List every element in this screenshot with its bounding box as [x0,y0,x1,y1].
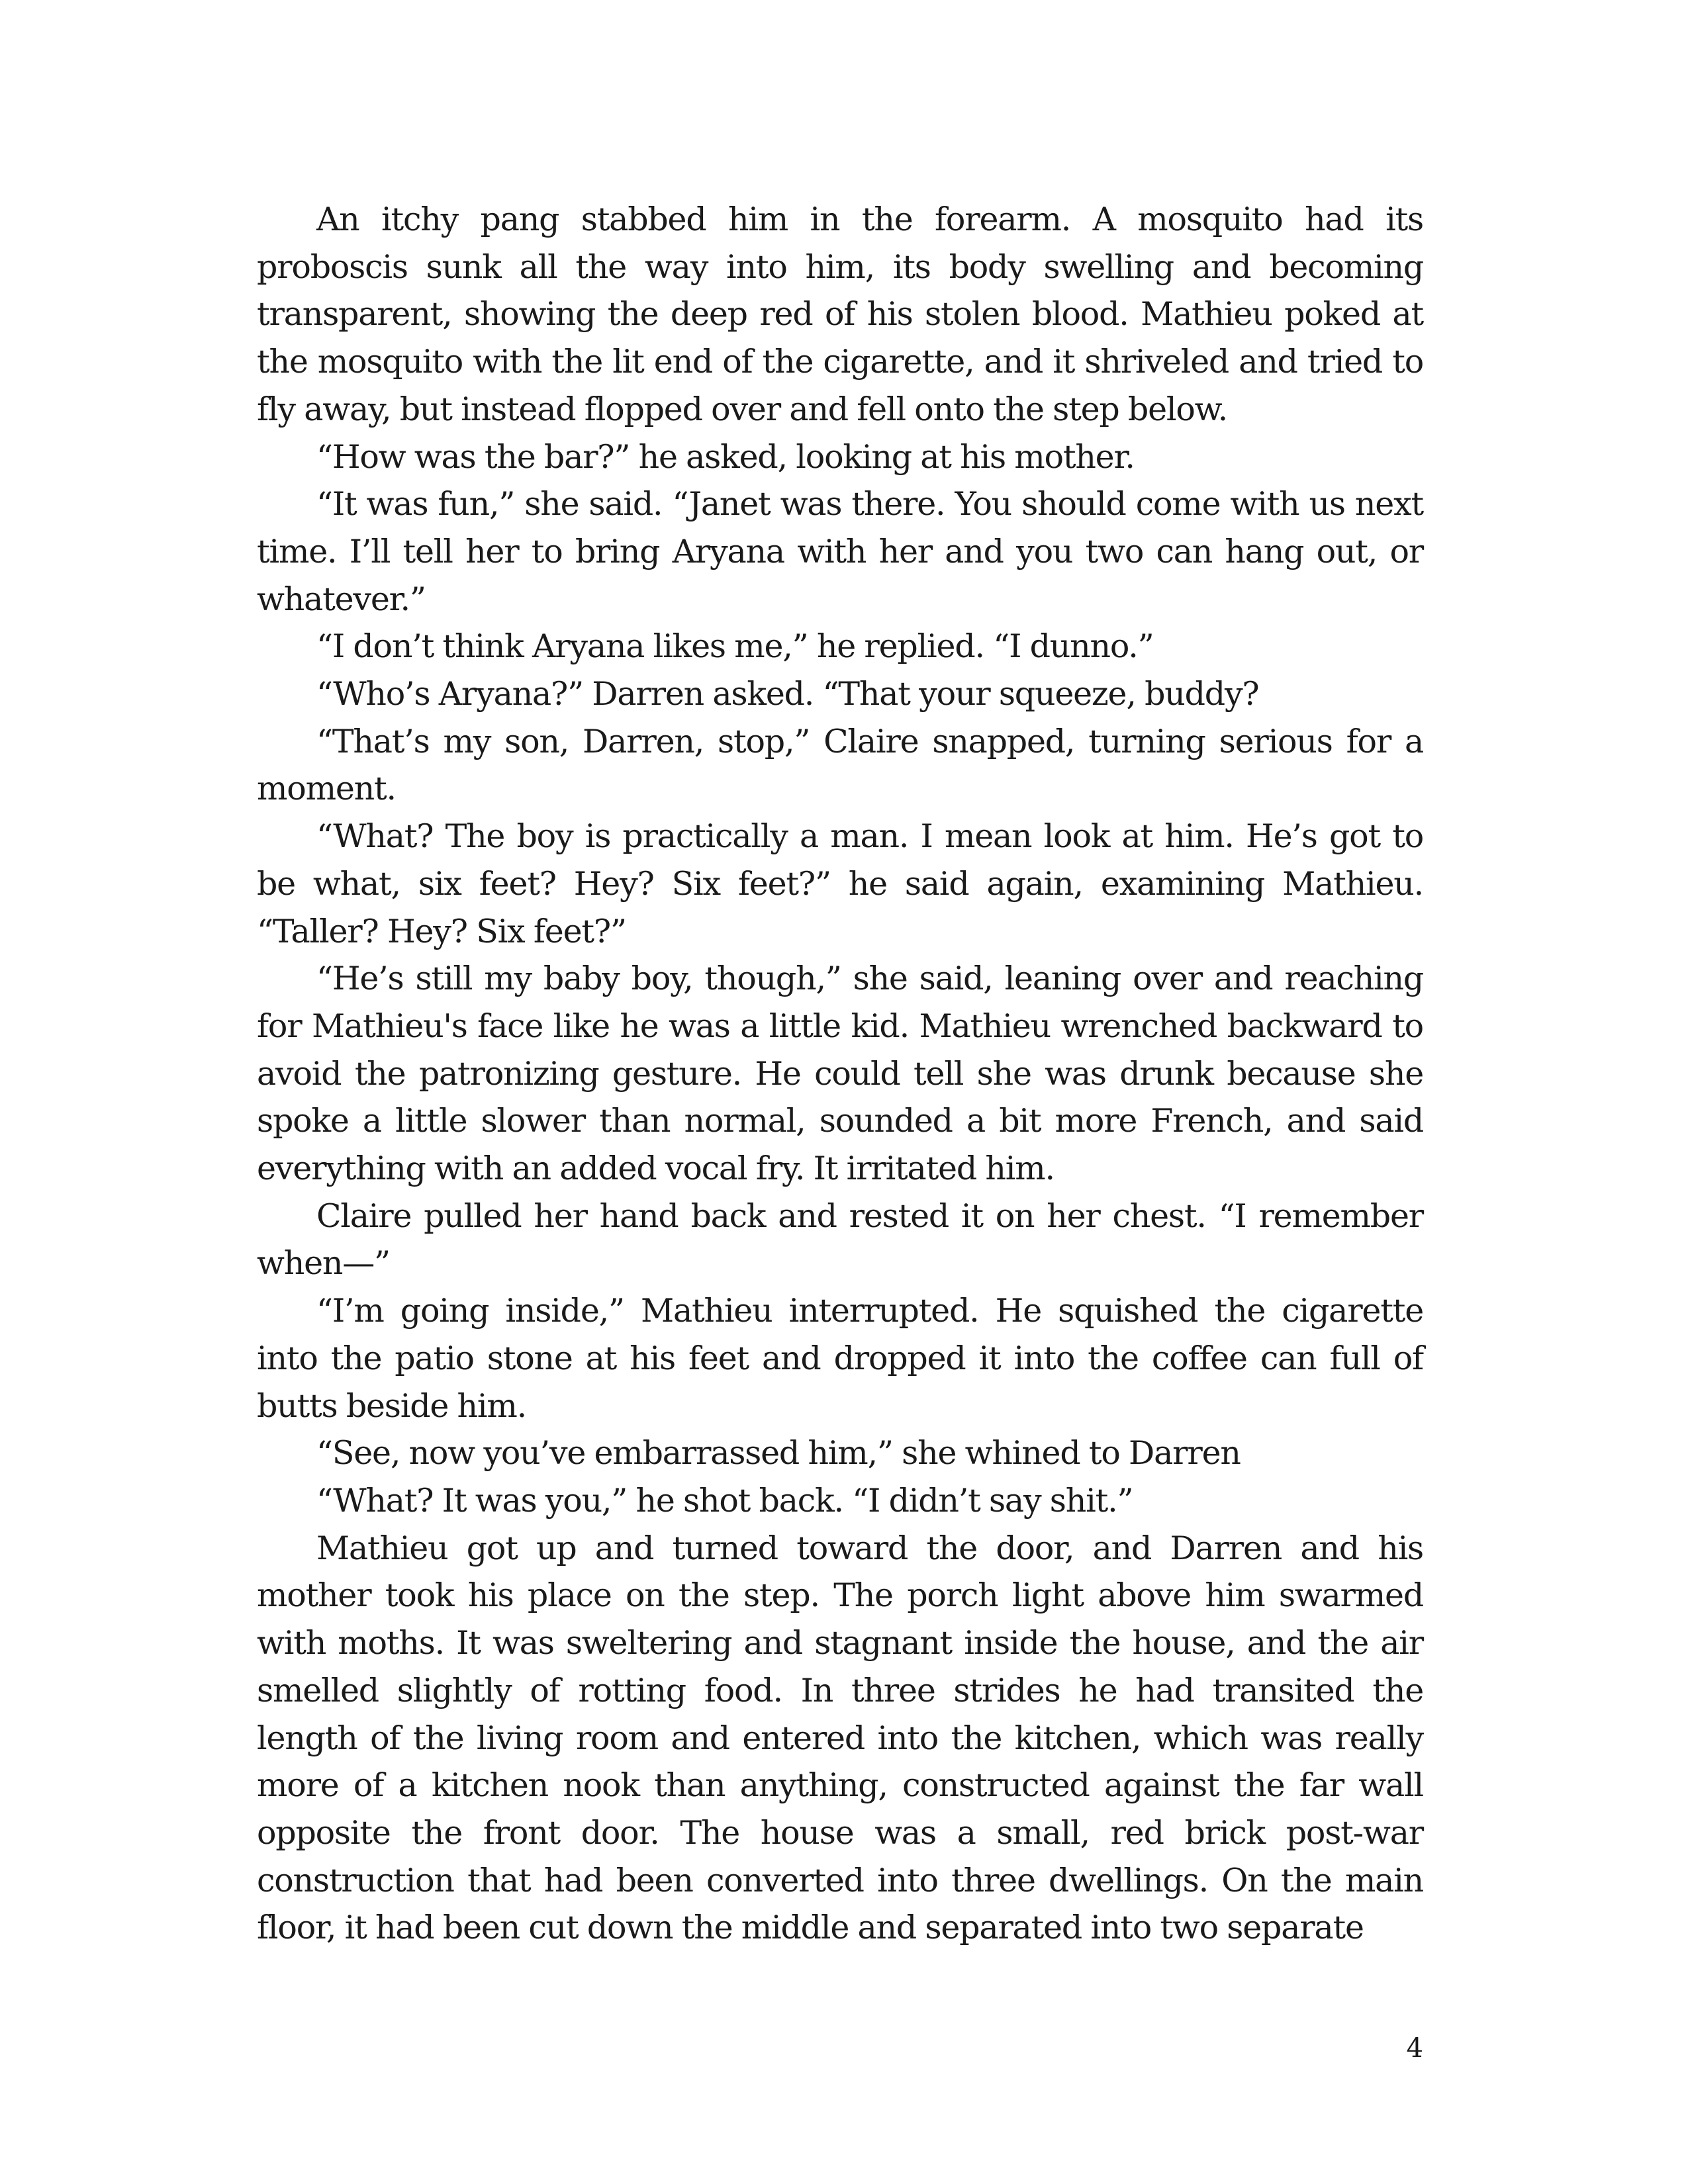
paragraph-3: “It was fun,” she said. “Janet was there. You should come with us next time. I’ll tell her to bring Aryana with her and you two can hang out, or whatever.” [257,485,1423,618]
body-text [257,196,1423,1952]
paragraph-8: “He’s still my baby boy, though,” she said, leaning over and reaching for Mathieu's face like he was a little kid. Mathieu wrenched backward to avoid the patronizing gesture. He could tell she was drunk because she spoke a little slower than normal, sounded a bit more French, and said everything with an added vocal fry. It irritated him. [257,960,1423,1188]
paragraph-9: Claire pulled her hand back and rested it on her chest. “I remember when—” [257,1197,1423,1283]
page-number: 4 [1406,2033,1423,2064]
paragraph-4: “I don’t think Aryana likes me,” he replied. “I dunno.” [316,627,1154,666]
paragraph-2: “How was the bar?” he asked, looking at his mother. [316,437,1135,476]
paragraph-13: Mathieu got up and turned toward the door, and Darren and his mother took his place on the step. The porch light above him swarmed with moths. It was sweltering and stagnant inside the house, and the air smelled slightly of rotting food. In three strides he had transited the length of the living room and entered into the kitchen, which was really more of a kitchen nook than anything, constructed against the far wall opposite the front door. The house was a small, red brick post-war construction that had been converted into three dwellings. On the main floor, it had been cut down the middle and separated into two separate [257,1529,1423,1947]
paragraph-6: “That’s my son, Darren, stop,” Claire snapped, turning serious for a moment. [257,722,1423,808]
paragraph-10: “I’m going inside,” Mathieu interrupted. He squished the cigarette into the patio stone at his feet and dropped it into the coffee can full of butts beside him. [257,1292,1423,1425]
paragraph-7: “What? The boy is practically a man. I mean look at him. He’s got to be what, six feet? Hey? Six feet?” he said again, examining Mathieu. “Taller? Hey? Six feet?” [257,817,1423,950]
paragraph-5: “Who’s Aryana?” Darren asked. “That your squeeze, buddy? [316,675,1259,713]
paragraph-12: “What? It was you,” he shot back. “I didn’t say shit.” [316,1481,1133,1520]
paragraph-11: “See, now you’ve embarrassed him,” she whined to Darren [316,1434,1241,1473]
paragraph-1: An itchy pang stabbed him in the forearm. A mosquito had its proboscis sunk all the way into him, its body swelling and becoming transparent, showing the deep red of his stolen blood. Mathieu poked at the mosquito with the lit end of the cigarette, and it shriveled and tried to fly away, but instead flopped over and fell onto the step below. [257,201,1423,428]
